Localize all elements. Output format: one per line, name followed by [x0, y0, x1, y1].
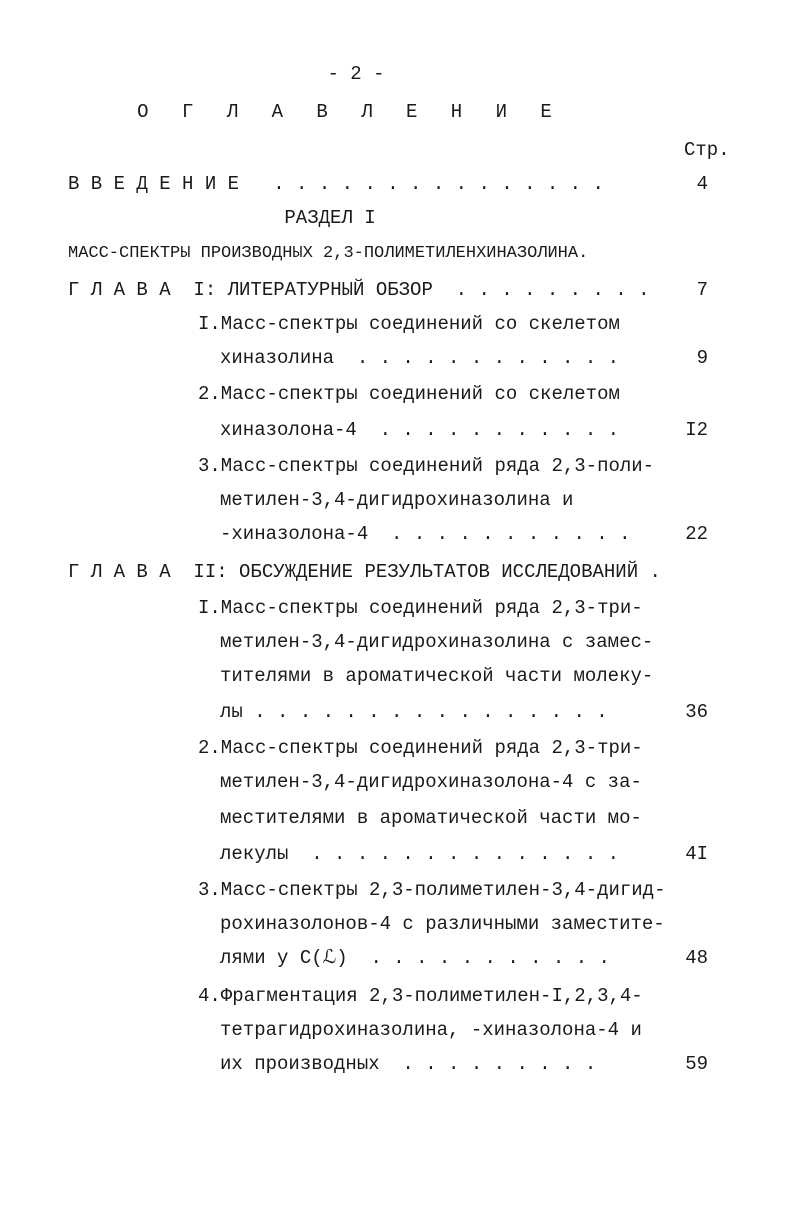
toc-entry-2-3-cont1: рохиназолонов-4 с различными заместите- [220, 913, 665, 935]
toc-page-chapter-1: 7 [696, 279, 708, 301]
section-heading: РАЗДЕЛ I [284, 207, 376, 229]
toc-entry-2-1: I.Масс-спектры соединений ряда 2,3-три- [198, 597, 643, 619]
toc-page-1-2: I2 [685, 419, 708, 441]
page-title: О Г Л А В Л Е Н И Е [137, 101, 563, 123]
toc-entry-1-1-cont: хиназолина . . . . . . . . . . . . [220, 347, 620, 369]
toc-entry-2-3: 3.Масс-спектры 2,3-полиметилен-3,4-дигид- [198, 879, 666, 901]
toc-entry-2-3-cont2: лями у C(ℒ) . . . . . . . . . . . [220, 947, 610, 969]
toc-entry-2-1-cont2: тителями в ароматической части молеку- [220, 665, 654, 687]
toc-entry-1-3: 3.Масс-спектры соединений ряда 2,3-поли- [198, 455, 655, 477]
page-column-header: Стр. [684, 139, 730, 161]
toc-entry-1-1: I.Масс-спектры соединений со скелетом [198, 313, 620, 335]
toc-entry-2-4-cont1: тетрагидрохиназолина, -хиназолона-4 и [220, 1019, 642, 1041]
toc-entry-2-2-cont1: метилен-3,4-дигидрохиназолона-4 с за- [220, 771, 642, 793]
section-subtitle: МАСС-СПЕКТРЫ ПРОИЗВОДНЫХ 2,3-ПОЛИМЕТИЛЕНХИНАЗОЛИНА. [68, 244, 589, 263]
toc-entry-1-2-cont: хиназолона-4 . . . . . . . . . . . [220, 419, 620, 441]
toc-page-1-3: 22 [685, 523, 708, 545]
toc-page-introduction: 4 [696, 173, 708, 195]
toc-entry-1-3-cont2: -хиназолона-4 . . . . . . . . . . . [220, 523, 631, 545]
toc-entry-chapter-1: Г Л А В А I: ЛИТЕРАТУРНЫЙ ОБЗОР . . . . . . . . . [68, 279, 650, 301]
toc-entry-1-2: 2.Масс-спектры соединений со скелетом [198, 383, 620, 405]
toc-entry-2-2: 2.Масс-спектры соединений ряда 2,3-три- [198, 737, 643, 759]
toc-entry-chapter-2: Г Л А В А II: ОБСУЖДЕНИЕ РЕЗУЛЬТАТОВ ИССЛЕДОВАНИЙ . [68, 561, 661, 583]
toc-entry-1-3-cont1: метилен-3,4-дигидрохиназолина и [220, 489, 574, 511]
toc-entry-2-2-cont3: лекулы . . . . . . . . . . . . . . [220, 843, 620, 865]
toc-entry-2-2-cont2: местителями в ароматической части мо- [220, 807, 642, 829]
toc-page-2-4: 59 [685, 1053, 708, 1075]
toc-page-2-3: 48 [685, 947, 708, 969]
toc-entry-2-1-cont3: лы . . . . . . . . . . . . . . . . [220, 701, 608, 723]
toc-entry-2-4-cont2: их производных . . . . . . . . . [220, 1053, 597, 1075]
toc-page-1-1: 9 [696, 347, 708, 369]
toc-entry-2-1-cont1: метилен-3,4-дигидрохиназолина с замес- [220, 631, 654, 653]
toc-entry-introduction: В В Е Д Е Н И Е . . . . . . . . . . . . . . . [68, 173, 604, 195]
toc-page-2-2: 4I [685, 843, 708, 865]
page-number: - 2 - [327, 63, 385, 85]
toc-page-2-1: 36 [685, 701, 708, 723]
toc-entry-2-4: 4.Фрагментация 2,3-полиметилен-I,2,3,4- [198, 985, 643, 1007]
